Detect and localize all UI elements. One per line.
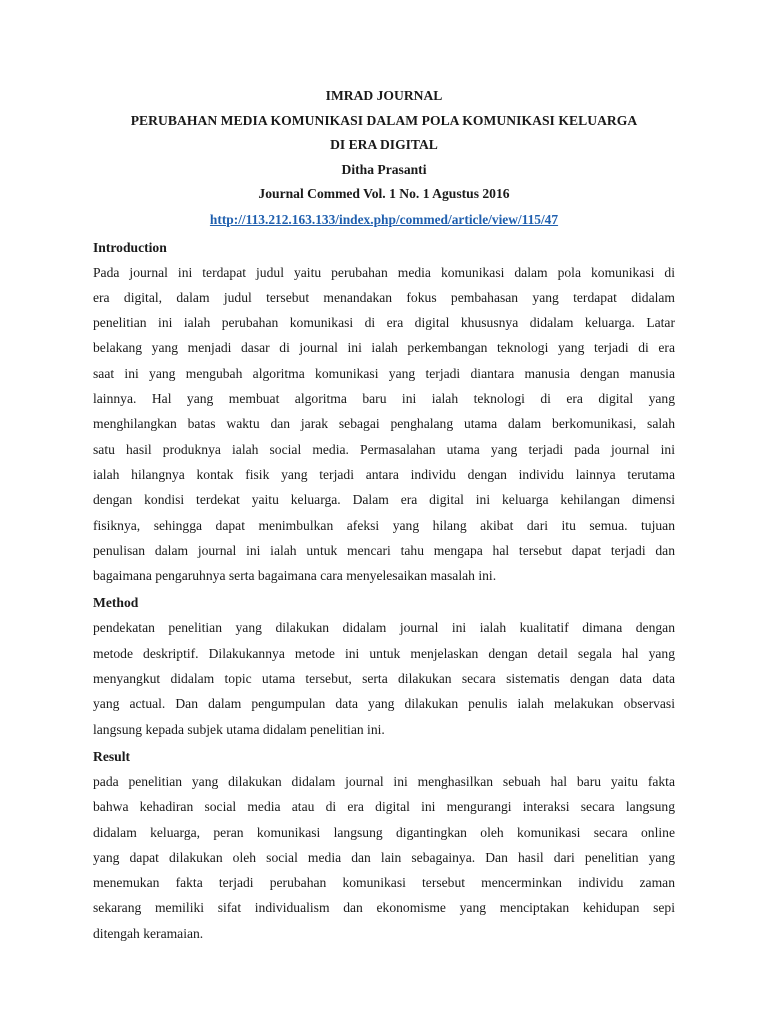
method-heading: Method (93, 595, 139, 611)
paragraph-line: bagaimana pengaruhnya serta bagaimana cara menyelesaikan masalah ini. (93, 568, 497, 584)
paragraph-line: menyangkut didalam topic utama tersebut, serta dilakukan secara sistematis dengan data data (93, 671, 675, 687)
document-title-line-1: PERUBAHAN MEDIA KOMUNIKASI DALAM POLA KOMUNIKASI KELUARGA (130, 112, 638, 128)
paragraph-line: ialah hilangnya kontak fisik yang terjadi antara individu dengan individu lainnya terutama (93, 466, 675, 482)
paragraph-line: pendekatan penelitian yang dilakukan didalam journal ini ialah kualitatif dimana dengan (93, 620, 675, 636)
paragraph-line: dengan kondisi terdekat yaitu keluarga. Dalam era digital ini keluarga kehilangan dimensi (93, 492, 675, 508)
paragraph-line: penelitian ini ialah perubahan komunikasi di era digital khususnya didalam keluarga. Latar (93, 315, 675, 331)
introduction-paragraph (93, 260, 675, 589)
paragraph-line: fisiknya, sehingga dapat menimbulkan afeksi yang hilang akibat dari itu semua. tujuan (93, 517, 675, 533)
paragraph-line: Pada journal ini terdapat judul yaitu perubahan media komunikasi dalam pola komunikasi di (93, 264, 675, 280)
introduction-heading: Introduction (93, 239, 167, 255)
paragraph-line: sekarang memiliki sifat individualism dan ekonomisme yang menciptakan kehidupan sepi (93, 900, 675, 916)
document-title-line-2: DI ERA DIGITAL (330, 137, 438, 153)
paragraph-line: metode deskriptif. Dilakukannya metode ini untuk menjelaskan dengan detail segala hal yang (93, 645, 675, 661)
document-page (93, 84, 675, 946)
result-heading: Result (93, 748, 131, 764)
paragraph-line: pada penelitian yang dilakukan didalam journal ini menghasilkan sebuah hal baru yaitu fakta (93, 773, 675, 789)
paragraph-line: menghilangkan batas waktu dan jarak sebagai penghalang utama dalam berkomunikasi, salah (93, 416, 675, 432)
paragraph-line: satu hasil produknya ialah social media. Permasalahan utama yang terjadi pada journal ini (93, 441, 675, 457)
paragraph-line: ditengah keramaian. (93, 925, 204, 941)
paragraph-line: era digital, dalam judul tersebut menandakan fokus pembahasan yang terdapat didalam (93, 289, 675, 305)
paragraph-line: yang dapat dilakukan oleh social media dan lain sebagainya. Dan hasil dari penelitian yang (93, 849, 675, 865)
paragraph-line: saat ini yang mengubah algoritma komunikasi yang terjadi diantara manusia dengan manusia (93, 365, 675, 381)
paragraph-line: langsung kepada subjek utama didalam penelitian ini. (93, 721, 385, 737)
author-name: Ditha Prasanti (341, 161, 427, 177)
result-paragraph (93, 769, 675, 946)
method-paragraph (93, 615, 675, 741)
paragraph-line: bahwa kehadiran social media atau di era digital ini mengurangi interaksi secara langsung (93, 799, 675, 815)
paragraph-line: penulisan dalam journal ini ialah untuk mencari tahu mengapa hal tersebut dapat terjadi dan (93, 542, 675, 558)
paragraph-line: menemukan fakta terjadi perubahan komunikasi tersebut mencerminkan individu zaman (93, 875, 675, 891)
paragraph-line: yang actual. Dan dalam pengumpulan data yang dilakukan penulis ialah melakukan observasi (93, 696, 675, 712)
paragraph-line: lainnya. Hal yang membuat algoritma baru ini ialah teknologi di era digital yang (93, 391, 675, 407)
paragraph-line: didalam keluarga, peran komunikasi langsung digantingkan oleh komunikasi secara online (93, 824, 675, 840)
document-label: IMRAD JOURNAL (325, 88, 443, 103)
journal-citation: Journal Commed Vol. 1 No. 1 Agustus 2016 (258, 186, 510, 202)
paragraph-line: belakang yang menjadi dasar di journal ini ialah perkembangan teknologi yang terjadi di era (93, 340, 675, 356)
article-url-link[interactable]: http://113.212.163.133/index.php/commed/article/view/115/47 (209, 211, 559, 227)
